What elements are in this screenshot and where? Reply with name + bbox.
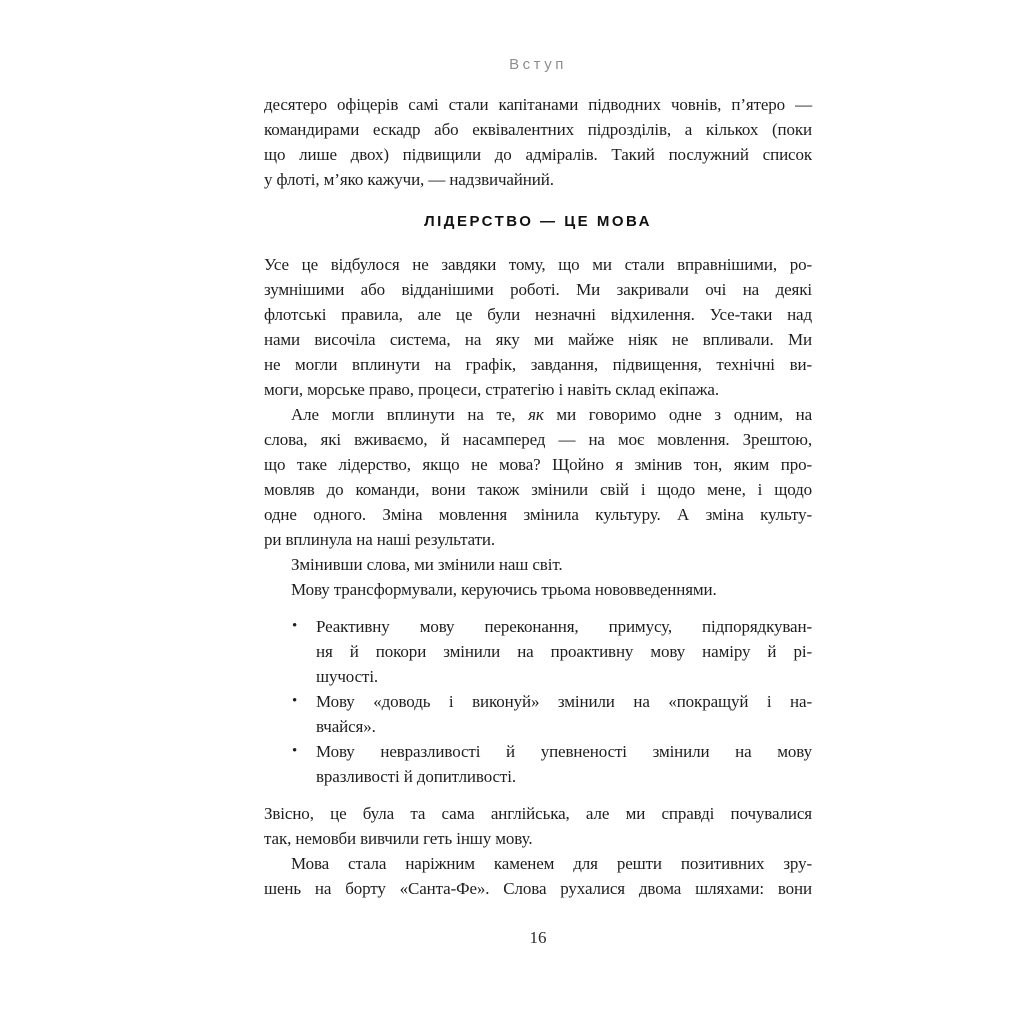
text-line: Мову трансформували, керуючись трьома нововведеннями.: [291, 580, 717, 599]
text-line: Мову невразливості й упевненості змінили на мову: [316, 742, 812, 761]
text-line: шень на борту «Санта-Фе». Слова рухалися двома шляхами: вони: [264, 879, 812, 898]
running-head: Вступ: [509, 56, 567, 73]
text-line: так, немовби вивчили геть іншу мову.: [264, 829, 533, 848]
paragraph: [264, 801, 812, 851]
text-line: нами височіла система, на яку ми майже ніяк не впливали. Ми: [264, 330, 812, 349]
paragraph: [264, 552, 812, 577]
bullet-list: [264, 614, 812, 789]
text-line: що таке лідерство, якщо не мова? Щойно я змінив тон, яким про-: [264, 455, 812, 474]
paragraph: [264, 577, 812, 602]
text-line: Змінивши слова, ми змінили наш світ.: [291, 555, 563, 574]
text-line: не могли вплинути на графік, завдання, підвищення, технічні ви-: [264, 355, 812, 374]
text-line: Але могли вплинути на те, як ми говоримо одне з одним, на: [291, 405, 812, 424]
bullet-marker: •: [292, 743, 298, 759]
text-line: вразливості й допитливості.: [316, 767, 516, 786]
text-line: Мова стала наріжним каменем для решти позитивних зру-: [291, 854, 812, 873]
text-line: вчайся».: [316, 717, 376, 736]
text-line: Реактивну мову переконання, примусу, підпорядкуван-: [316, 617, 812, 636]
bullet-item: [264, 689, 812, 739]
text-line: десятеро офіцерів самі стали капітанами підводних човнів, п’ятеро —: [264, 95, 812, 114]
paragraph: [264, 92, 812, 192]
page-number: 16: [529, 928, 547, 947]
text-line: у флоті, м’яко кажучи, — надзвичайний.: [264, 170, 554, 189]
text-line: мовляв до команди, вони також змінили свій і щодо мене, і щодо: [264, 480, 812, 499]
text-line: Звісно, це була та сама англійська, але ми справді почувалися: [264, 804, 812, 823]
text-line: одне одного. Зміна мовлення змінила культуру. А зміна культу-: [264, 505, 812, 524]
text-line: ри вплинула на наші результати.: [264, 530, 496, 549]
text-line: Усе це відбулося не завдяки тому, що ми стали вправнішими, ро-: [264, 255, 812, 274]
bullet-marker: •: [292, 693, 298, 709]
paragraph: [264, 402, 812, 552]
text-column: [264, 92, 812, 901]
text-line: зумнішими або відданішими роботі. Ми закривали очі на деякі: [264, 280, 812, 299]
italic-text: як: [528, 405, 544, 424]
section-heading: ЛІДЕРСТВО — ЦЕ МОВА: [424, 213, 652, 230]
text-line: командирами ескадр або еквівалентних підрозділів, а кількох (поки: [264, 120, 812, 139]
text-line: ня й покори змінили на проактивну мову наміру й рі-: [316, 642, 812, 661]
text-line: що лише двох) підвищили до адміралів. Такий послужний список: [264, 145, 812, 164]
text-line: шучості.: [316, 667, 379, 686]
text-line: флотські правила, але це були незначні відхилення. Усе-таки над: [264, 305, 812, 324]
text-line: Мову «доводь і виконуй» змінили на «покращуй і на-: [316, 692, 812, 711]
bullet-marker: •: [292, 618, 298, 634]
paragraph: [264, 851, 812, 901]
bullet-item: [264, 614, 812, 689]
bullet-item: [264, 739, 812, 789]
text-line: моги, морське право, процеси, стратегію і навіть склад екіпажа.: [264, 380, 719, 399]
paragraph: [264, 252, 812, 402]
text-line: слова, які вживаємо, й насамперед — на моє мовлення. Зрештою,: [264, 430, 812, 449]
